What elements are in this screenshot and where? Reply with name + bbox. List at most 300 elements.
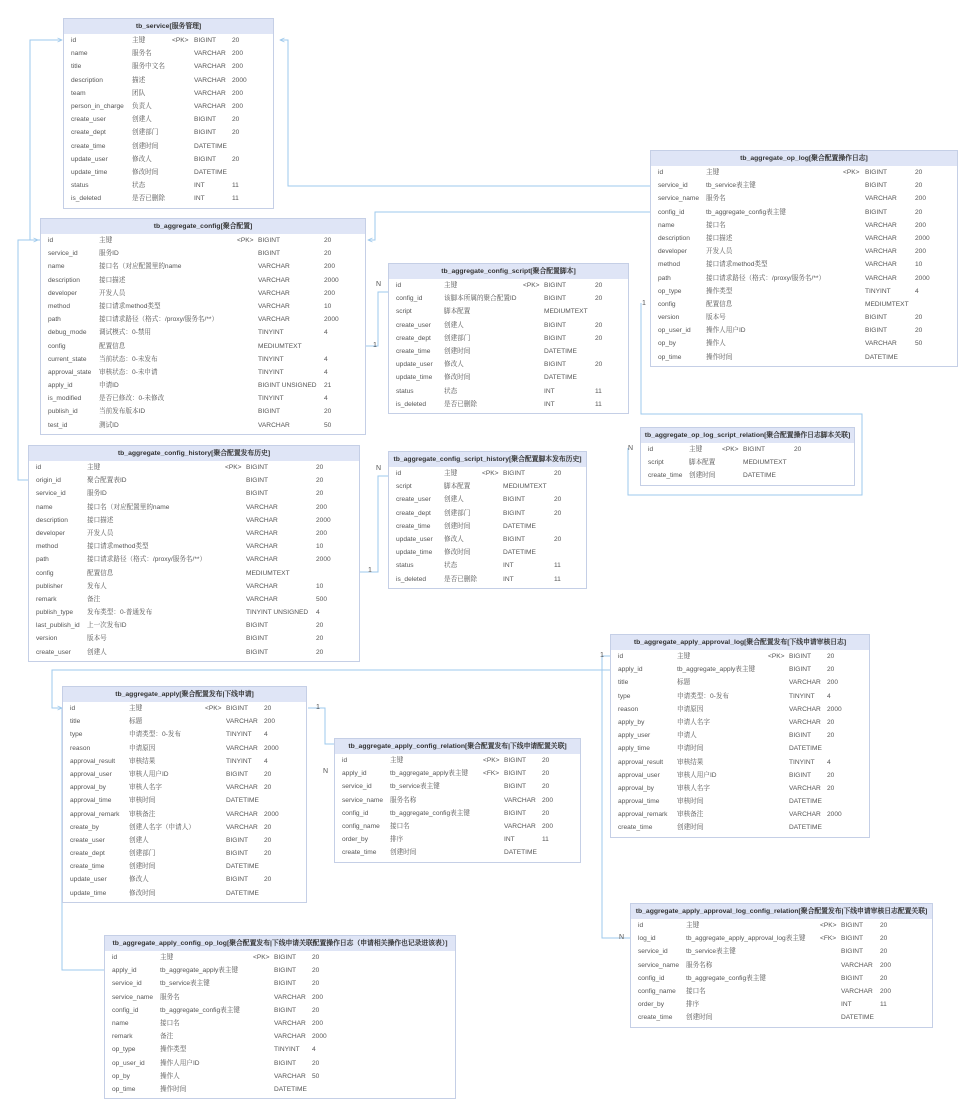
field-type: BIGINT [789, 732, 811, 740]
field-comment: 操作人 [160, 1072, 180, 1080]
rel-script-config [366, 292, 388, 346]
field-length: 20 [595, 282, 603, 289]
table-row [389, 533, 586, 546]
field-type: TINYINT [226, 731, 252, 739]
field-length: 11 [880, 1001, 887, 1009]
table-row [335, 833, 580, 846]
field-length: 200 [316, 529, 328, 537]
field-length: 20 [880, 974, 888, 982]
field-type: BIGINT [258, 408, 280, 416]
table-row [631, 998, 932, 1011]
field-comment: 接口名（对应配置里的name [87, 503, 170, 511]
field-type: DATETIME [865, 353, 898, 361]
field-type: MEDIUMTEXT [865, 300, 909, 308]
field-length: 20 [232, 129, 240, 137]
table-row [389, 385, 628, 398]
field-name: create_user [70, 836, 105, 844]
field-type: BIGINT [841, 974, 863, 982]
table-row [389, 559, 586, 572]
field-length: 4 [827, 758, 831, 766]
field-type: BIGINT [503, 496, 525, 504]
field-length: 20 [915, 208, 923, 216]
field-length: 20 [264, 705, 272, 712]
field-type: DATETIME [194, 142, 227, 150]
field-type: BIGINT [841, 948, 863, 956]
field-name: op_type [658, 287, 682, 295]
field-name: description [658, 234, 690, 242]
field-type: INT [544, 387, 555, 395]
field-name: update_time [70, 889, 107, 897]
field-comment: tb_service表主键 [706, 182, 756, 190]
field-length: 20 [915, 314, 923, 322]
entity-table[interactable] [630, 903, 933, 1028]
table-row [41, 419, 365, 432]
field-comment: 脚本配置 [444, 308, 471, 316]
field-comment: 审核人用户ID [677, 771, 717, 779]
field-type: VARCHAR [246, 556, 278, 564]
field-length: 11 [554, 575, 561, 583]
field-name: approval_result [70, 757, 116, 765]
table-row [651, 166, 957, 179]
field-name: update_user [396, 361, 433, 369]
field-length: 20 [264, 836, 272, 844]
field-type: BIGINT [865, 169, 887, 176]
table-row [105, 1083, 455, 1096]
field-comment: 申请人名字 [677, 718, 710, 726]
table-row [63, 768, 306, 781]
field-comment: 主键 [444, 470, 458, 477]
table-row [631, 985, 932, 998]
field-type: BIGINT [226, 705, 248, 712]
field-length: 20 [232, 155, 240, 163]
field-comment: tb_aggregate_config表主键 [706, 208, 786, 216]
table-row [651, 192, 957, 205]
field-length: 200 [827, 679, 839, 687]
field-comment: tb_aggregate_apply表主键 [160, 967, 239, 975]
field-type: MEDIUMTEXT [544, 308, 588, 316]
field-type: BIGINT [789, 666, 811, 674]
table-row [651, 258, 957, 271]
field-type: DATETIME [504, 849, 537, 857]
field-comment: 备注 [160, 1033, 174, 1041]
field-name: create_by [70, 823, 99, 831]
field-type: VARCHAR [246, 516, 278, 524]
field-type: BIGINT [246, 464, 268, 471]
field-length: 200 [232, 50, 244, 58]
field-name: reason [618, 705, 639, 713]
field-length: 21 [324, 382, 332, 390]
entity-table[interactable] [334, 738, 581, 863]
field-type: VARCHAR [246, 529, 278, 537]
table-row [335, 794, 580, 807]
field-type: DATETIME [226, 863, 259, 871]
table-row [389, 345, 628, 358]
field-length: 4 [324, 395, 328, 403]
field-name: create_time [71, 142, 106, 150]
field-comment: 是否已删除 [444, 400, 477, 408]
field-length: 20 [324, 237, 332, 244]
field-comment: 创建人 [444, 496, 464, 504]
entity-table[interactable] [63, 18, 274, 209]
table-row [41, 340, 365, 353]
field-length: 200 [542, 796, 554, 804]
field-name: op_time [658, 353, 682, 361]
field-comment: 接口名 [686, 987, 706, 995]
field-key: <PK> [482, 470, 499, 477]
field-type: VARCHAR [194, 63, 226, 71]
table-row [41, 260, 365, 273]
table-row [631, 932, 932, 945]
field-name: apply_id [48, 382, 73, 390]
table-row [335, 780, 580, 793]
entity-table[interactable] [610, 634, 870, 838]
field-name: create_user [71, 116, 106, 124]
entity-table[interactable] [104, 935, 456, 1099]
field-name: version [36, 635, 58, 643]
field-name: remark [112, 1033, 133, 1041]
table-row [41, 287, 365, 300]
field-type: VARCHAR [865, 195, 897, 203]
field-type: VARCHAR [789, 784, 821, 792]
table-row [41, 405, 365, 418]
field-name: create_dept [396, 509, 431, 517]
field-length: 4 [316, 609, 320, 617]
field-length: 20 [312, 1006, 320, 1014]
field-comment: 修改人 [444, 535, 464, 543]
field-name: path [36, 556, 49, 564]
table-row [651, 272, 957, 285]
table-row [63, 821, 306, 834]
field-name: order_by [342, 836, 369, 844]
field-comment: 审核人名字 [677, 784, 710, 792]
field-length: 20 [264, 823, 272, 831]
table-title: tb_aggregate_apply_config_relation[聚合配置发布|下线申请配置关联] [335, 739, 580, 754]
field-comment: 创建时间 [444, 522, 471, 530]
table-row [64, 192, 273, 205]
table-row [41, 353, 365, 366]
field-comment: 审核人用户ID [129, 770, 169, 778]
field-type: VARCHAR [274, 993, 306, 1001]
field-length: 20 [316, 622, 324, 630]
field-length: 2000 [827, 705, 842, 713]
field-length: 2000 [827, 811, 842, 819]
field-name: config_name [342, 822, 380, 830]
field-comment: 创建时间 [444, 347, 471, 355]
field-type: TINYINT [258, 368, 284, 376]
field-length: 200 [880, 961, 892, 969]
field-name: debug_mode [48, 329, 87, 337]
field-length: 4 [324, 329, 328, 337]
table-row [29, 487, 359, 500]
field-comment: 主键 [689, 446, 703, 453]
field-name: method [36, 543, 58, 551]
field-length: 20 [827, 784, 835, 792]
table-row [389, 467, 586, 480]
field-name: method [48, 302, 70, 310]
field-name: script [648, 459, 664, 467]
table-row [29, 553, 359, 566]
table-row [63, 873, 306, 886]
field-key: <PK> [483, 757, 500, 764]
field-name: title [71, 63, 82, 71]
entity-table[interactable] [28, 445, 360, 662]
field-length: 200 [324, 289, 336, 297]
field-name: create_user [396, 321, 431, 329]
field-comment: 当前状态：0-未发布 [99, 355, 158, 363]
field-comment: 接口名 [390, 822, 410, 830]
field-name: create_dept [70, 850, 105, 858]
field-length: 2000 [312, 1033, 327, 1041]
field-name: is_deleted [71, 195, 102, 203]
field-type: TINYINT UNSIGNED [246, 609, 309, 617]
table-row [29, 501, 359, 514]
field-type: VARCHAR [226, 810, 258, 818]
entity-table[interactable] [388, 451, 587, 589]
field-length: 20 [542, 783, 550, 791]
field-type: BIGINT [789, 771, 811, 779]
field-comment: 状态 [132, 182, 146, 190]
field-comment: 创建人 [129, 836, 149, 844]
field-key: <PK> [225, 464, 242, 471]
field-comment: 申请类型：0-发布 [677, 692, 730, 700]
table-row [651, 245, 957, 258]
field-type: VARCHAR [194, 89, 226, 97]
field-name: developer [36, 529, 65, 537]
field-length: 20 [232, 37, 240, 44]
table-title: tb_aggregate_config_script[聚合配置脚本] [389, 264, 628, 279]
field-length: 2000 [232, 76, 247, 84]
field-name: service_id [112, 980, 142, 988]
cardinality-label: 1 [373, 342, 377, 349]
field-name: developer [48, 289, 77, 297]
field-type: TINYINT [865, 287, 891, 295]
table-row [611, 676, 869, 689]
field-length: 200 [915, 248, 927, 256]
table-row [641, 456, 854, 469]
table-row [389, 332, 628, 345]
field-length: 4 [264, 757, 268, 765]
field-comment: 开发人员 [87, 529, 114, 537]
entity-table[interactable] [62, 686, 307, 903]
field-type: DATETIME [274, 1085, 307, 1093]
field-name: update_time [71, 168, 108, 176]
field-key: <PK> [820, 922, 837, 929]
field-type: VARCHAR [194, 102, 226, 110]
field-name: type [70, 731, 83, 739]
field-name: update_time [396, 549, 433, 557]
field-name: approval_result [618, 758, 664, 766]
table-row [105, 951, 455, 964]
field-length: 10 [324, 302, 332, 310]
field-length: 50 [915, 340, 923, 348]
field-name: approval_time [618, 798, 660, 806]
field-comment: 创建时间 [686, 1014, 713, 1022]
table-row [63, 742, 306, 755]
table-row [41, 366, 365, 379]
field-length: 200 [312, 993, 324, 1001]
field-name: create_dept [71, 129, 106, 137]
field-name: create_user [36, 648, 71, 656]
field-length: 4 [264, 731, 268, 739]
field-name: description [36, 516, 68, 524]
field-type: VARCHAR [226, 823, 258, 831]
field-length: 20 [312, 954, 320, 961]
field-length: 20 [316, 477, 324, 485]
field-length: 200 [542, 822, 554, 830]
field-comment: 团队 [132, 89, 146, 97]
entity-table[interactable] [640, 427, 855, 486]
table-row [105, 1004, 455, 1017]
table-row [335, 767, 580, 780]
field-name: publish_type [36, 609, 74, 617]
field-key: <PK> [843, 169, 860, 176]
field-length: 2000 [316, 556, 331, 564]
field-type: VARCHAR [258, 276, 290, 284]
field-name: id [396, 470, 402, 477]
field-comment: 创建时间 [689, 472, 716, 480]
field-type: BIGINT [194, 129, 216, 137]
field-type: MEDIUMTEXT [503, 483, 547, 491]
field-comment: 修改人 [444, 361, 464, 369]
field-type: BIGINT [544, 321, 566, 329]
field-name: publisher [36, 582, 63, 590]
field-comment: 申请原因 [677, 705, 704, 713]
entity-table[interactable] [388, 263, 629, 414]
field-comment: 创建部门 [444, 334, 471, 342]
table-row [611, 808, 869, 821]
field-name: config_id [658, 208, 685, 216]
field-type: BIGINT [274, 980, 296, 988]
field-comment: 服务名 [160, 993, 180, 1001]
field-length: 4 [915, 287, 919, 295]
field-length: 20 [827, 732, 835, 740]
field-name: apply_user [618, 732, 651, 740]
table-title: tb_aggregate_apply_config_op_log[聚合配置发布|下线申请关联配置操作日志（申请相关操作也记录进该表）] [105, 936, 455, 951]
field-length: 50 [324, 421, 332, 429]
table-title: tb_aggregate_op_log_script_relation[聚合配置操作日志脚本关联] [641, 428, 854, 443]
field-length: 20 [542, 770, 550, 778]
table-row [105, 1070, 455, 1083]
field-length: 20 [312, 980, 320, 988]
field-type: VARCHAR [841, 987, 873, 995]
field-length: 4 [324, 355, 328, 363]
field-type: INT [503, 575, 514, 583]
table-row [611, 690, 869, 703]
table-row [651, 324, 957, 337]
field-type: BIGINT [865, 208, 887, 216]
field-type: MEDIUMTEXT [258, 342, 302, 350]
field-comment: 主键 [686, 922, 700, 929]
field-comment: 服务名称 [686, 961, 713, 969]
field-length: 2000 [324, 316, 339, 324]
field-type: TINYINT [258, 395, 284, 403]
table-row [651, 337, 957, 350]
field-comment: 发布类型：0-普通发布 [87, 609, 153, 617]
field-name: service_name [638, 961, 680, 969]
table-title: tb_aggregate_apply_approval_log[聚合配置发布[下线申请审核日志] [611, 635, 869, 650]
cardinality-label: N [376, 281, 382, 288]
field-name: approval_by [70, 784, 106, 792]
field-comment: 操作类型 [160, 1046, 187, 1054]
field-type: BIGINT [258, 237, 280, 244]
table-row [651, 311, 957, 324]
field-comment: 主键 [677, 653, 691, 660]
field-type: VARCHAR [194, 50, 226, 58]
field-type: BIGINT [544, 295, 566, 303]
field-name: apply_time [618, 745, 650, 753]
field-type: DATETIME [789, 824, 822, 832]
field-name: approval_state [48, 368, 92, 376]
field-type: TINYINT [258, 329, 284, 337]
entity-table[interactable] [650, 150, 958, 367]
field-comment: 发布人 [87, 582, 107, 590]
rel-applyconfigrel-apply [308, 708, 334, 744]
field-length: 20 [595, 334, 603, 342]
field-name: op_by [658, 340, 676, 348]
table-row [64, 153, 273, 166]
field-comment: tb_service表主键 [686, 948, 736, 956]
field-type: DATETIME [544, 347, 577, 355]
field-length: 20 [324, 250, 332, 258]
field-comment: 审核时间 [129, 797, 156, 805]
field-type: BIGINT [274, 1006, 296, 1014]
field-comment: 申请类型：0-发布 [129, 731, 182, 739]
table-row [41, 247, 365, 260]
field-length: 11 [595, 387, 602, 395]
field-type: VARCHAR [789, 811, 821, 819]
field-length: 200 [312, 1019, 324, 1027]
field-name: service_id [658, 182, 688, 190]
field-type: BIGINT [865, 182, 887, 190]
table-row [29, 461, 359, 474]
field-type: TINYINT [226, 757, 252, 765]
table-row [611, 821, 869, 834]
field-type: BIGINT UNSIGNED [258, 382, 317, 390]
entity-table[interactable] [40, 218, 366, 435]
field-comment: 审核时间 [677, 798, 704, 806]
table-row [64, 113, 273, 126]
field-name: update_user [70, 876, 107, 884]
table-row [63, 860, 306, 873]
table-row [64, 34, 273, 47]
field-length: 20 [595, 295, 603, 303]
field-length: 20 [794, 446, 802, 453]
field-length: 11 [554, 562, 561, 570]
field-comment: 排序 [686, 1001, 700, 1009]
field-type: INT [504, 836, 515, 844]
field-type: MEDIUMTEXT [246, 569, 290, 577]
field-comment: 审核状态：0-未申请 [99, 368, 158, 376]
field-name: remark [36, 595, 57, 603]
field-type: BIGINT [865, 327, 887, 335]
table-row [611, 782, 869, 795]
field-length: 50 [312, 1072, 320, 1080]
table-row [29, 474, 359, 487]
field-type: VARCHAR [226, 784, 258, 792]
field-comment: 操作人用户ID [160, 1059, 200, 1067]
field-name: log_id [638, 935, 656, 943]
field-type: INT [503, 562, 514, 570]
field-comment: 接口请求路径（格式：/proxy/服务名/**） [87, 556, 207, 564]
table-row [651, 179, 957, 192]
table-row [63, 781, 306, 794]
field-name: description [48, 276, 80, 284]
field-type: BIGINT [503, 535, 525, 543]
field-type: VARCHAR [865, 274, 897, 282]
field-name: person_in_charge [71, 102, 124, 110]
field-type: VARCHAR [246, 595, 278, 603]
field-name: op_time [112, 1085, 136, 1093]
